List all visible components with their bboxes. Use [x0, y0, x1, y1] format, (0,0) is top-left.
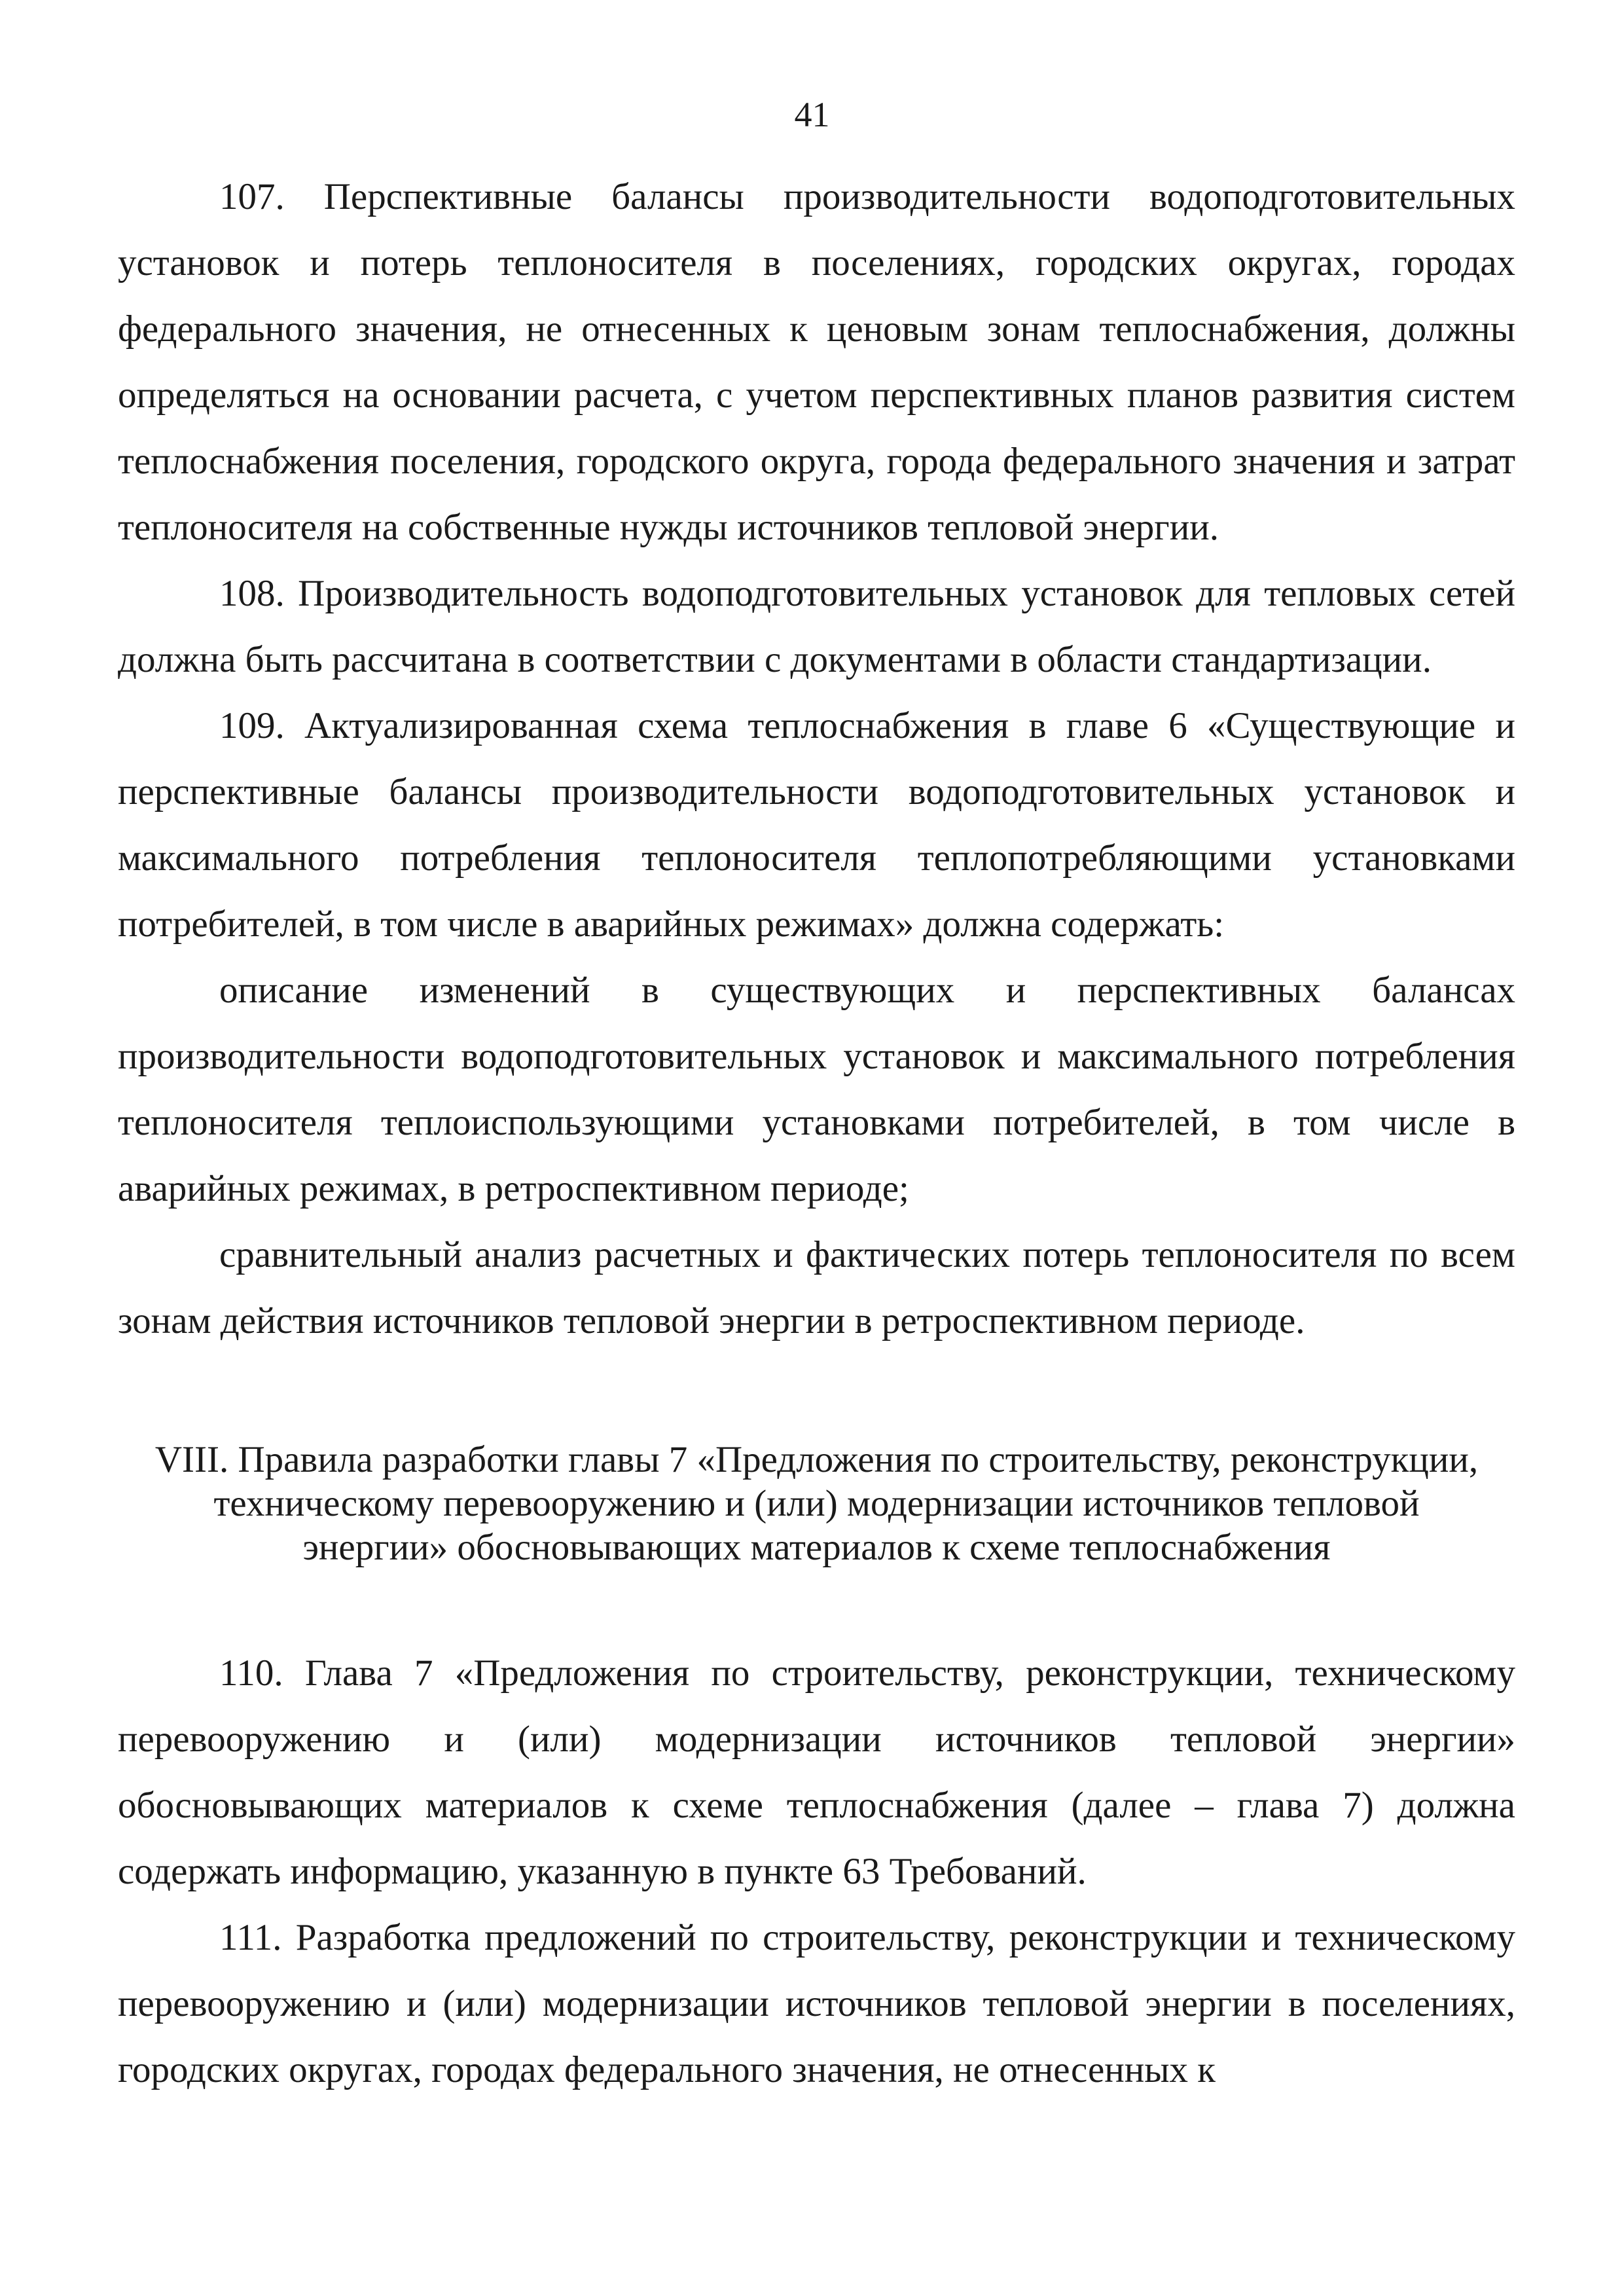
section-heading-viii: VIII. Правила разработки главы 7 «Предложения по строительству, реконструкции, техническому перевооружению и (или) модернизации источников тепловой энергии» обосновывающих материалов к схеме теплоснабжения [154, 1439, 1479, 1568]
page-number: 41 [794, 95, 830, 134]
document-body [118, 164, 1515, 2103]
paragraph-109-item-description: описание изменений в существующих и перспективных балансах производительности водоподготовительных установок и максимального потребления теплоносителя теплоиспользующими установками потребителей, в том числе в аварийных режимах, в ретроспективном периоде; [118, 970, 1515, 1209]
paragraph-109: 109. Актуализированная схема теплоснабжения в главе 6 «Существующие и перспективные балансы производительности водоподготовительных установок и максимального потребления теплоносителя теплопотребляющими установками потребителей, в том числе в аварийных режимах» должна содержать: [118, 705, 1515, 945]
paragraph-111: 111. Разработка предложений по строительству, реконструкции и техническому перевооружению и (или) модернизации источников тепловой энергии в поселениях, городских округах, городах федерального значения, не отнесенных к [118, 1917, 1515, 2090]
paragraph-110: 110. Глава 7 «Предложения по строительству, реконструкции, техническому перевооружению и (или) модернизации источников тепловой энергии» обосновывающих материалов к схеме теплоснабжения (далее – глава 7) должна содержать информацию, указанную в пункте 63 Требований. [118, 1652, 1515, 1892]
paragraph-108: 108. Производительность водоподготовительных установок для тепловых сетей должна быть рассчитана в соответствии с документами в области стандартизации. [118, 573, 1515, 680]
paragraph-109-item-analysis: сравнительный анализ расчетных и фактических потерь теплоносителя по всем зонам действия источников тепловой энергии в ретроспективном периоде. [118, 1234, 1515, 1341]
paragraph-107: 107. Перспективные балансы производительности водоподготовительных установок и потерь теплоносителя в поселениях, городских округах, городах федерального значения, не отнесенных к ценовым зонам теплоснабжения, должны определяться на основании расчета, с учетом перспективных планов развития систем теплоснабжения поселения, городского округа, города федерального значения и затрат теплоносителя на собственные нужды источников тепловой энергии. [118, 176, 1515, 548]
